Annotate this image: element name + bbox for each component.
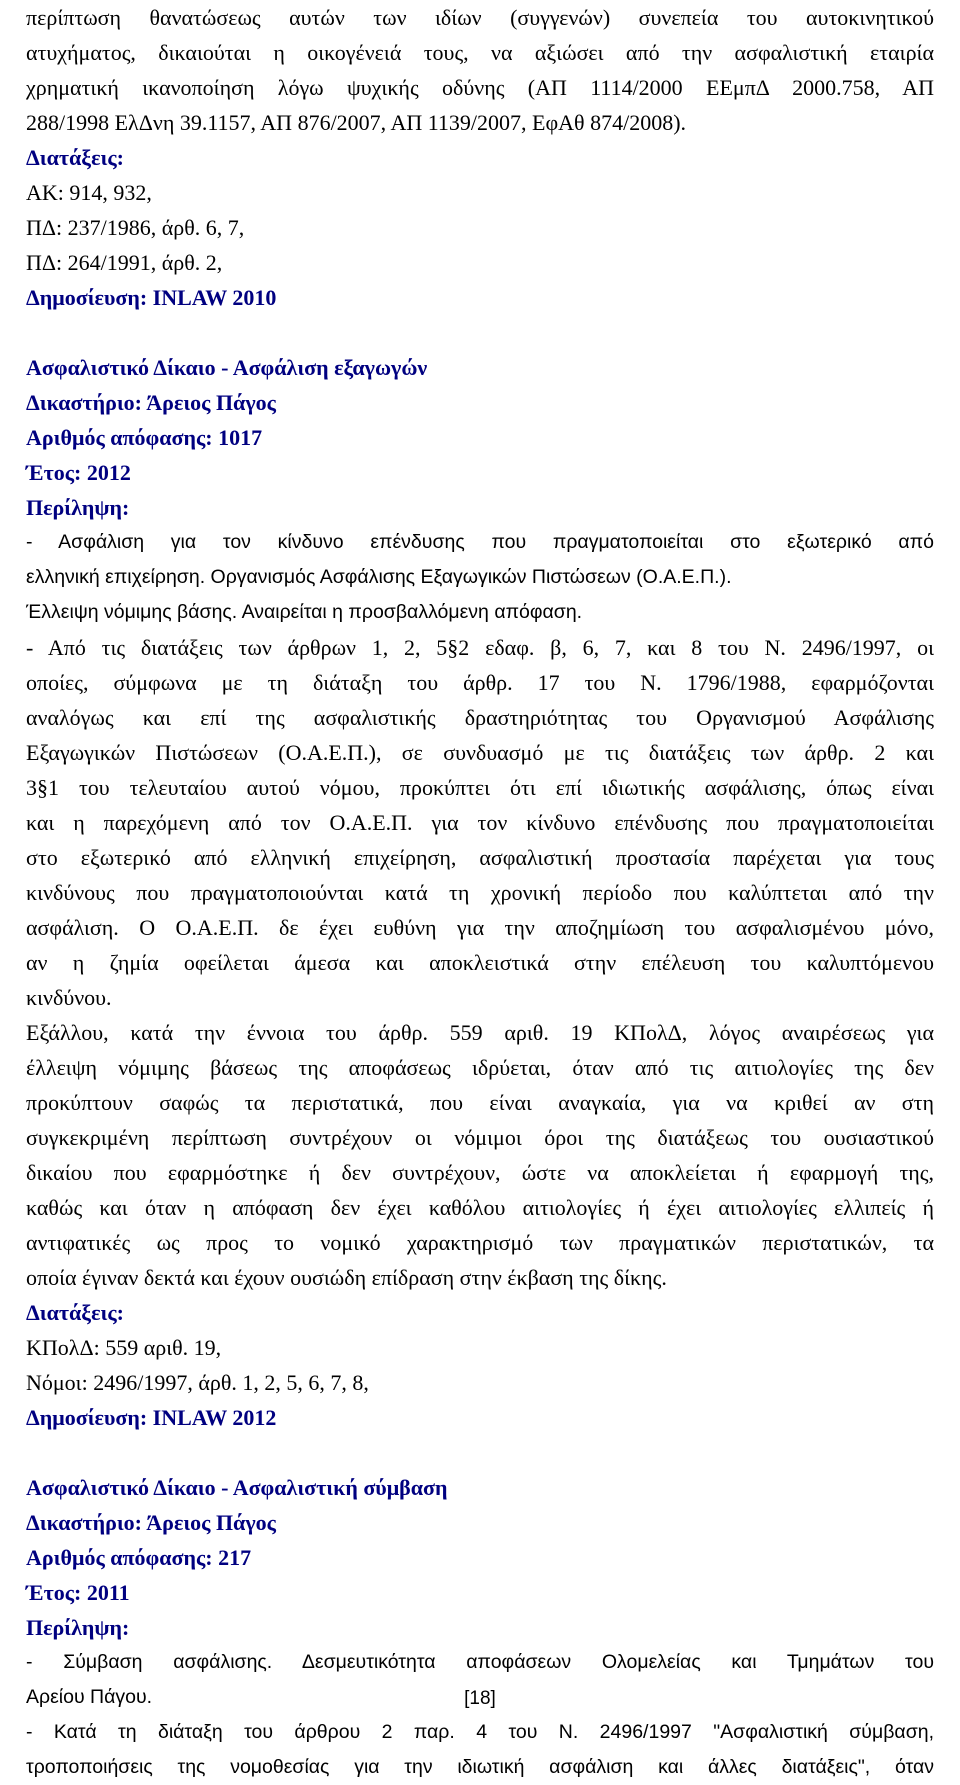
summary-line: οποία έγιναν δεκτά και έχουν ουσιώδη επίδραση στην έκβαση της δίκης. (26, 1265, 667, 1290)
summary-line: στο εξωτερικό από ελληνική επιχείρηση, ασφαλιστική προστασία παρέχεται για τους (26, 845, 934, 870)
summary-line: Αρείου Πάγου. (26, 1686, 153, 1708)
summary-line: Έλλειψη νόμιμης βάσης. Αναιρείται η προσβαλλόμενη απόφαση. (26, 601, 583, 623)
summary-line: Εξαγωγικών Πιστώσεων (Ο.Α.Ε.Π.), σε συνδυασμό με τις διατάξεις των άρθρ. 2 και (26, 740, 934, 765)
provision-item: ΠΔ: 264/1991, άρθ. 2, (26, 250, 223, 275)
summary-line: συγκεκριμένη περίπτωση συντρέχουν οι νόμιμοι όροι της διατάξεως του ουσιαστικού (26, 1125, 934, 1150)
summary-line: ελληνική επιχείρηση. Οργανισμός Ασφάλισης Εξαγωγικών Πιστώσεων (Ο.Α.Ε.Π.). (26, 566, 732, 588)
spacer (26, 1435, 934, 1470)
summary-line: Εξάλλου, κατά την έννοια του άρθρ. 559 αριθ. 19 ΚΠολΔ, λόγος αναιρέσεως για (26, 1020, 934, 1045)
case-entry (26, 1470, 934, 1785)
case-title: Ασφαλιστικό Δίκαιο - Ασφαλιστική σύμβαση (26, 1475, 448, 1500)
case-court: Δικαστήριο: Άρειος Πάγος (26, 1510, 276, 1535)
summary-line: κινδύνους που πραγματοποιούνται κατά τη χρονική περίοδο που καλύπτεται από την (26, 880, 934, 905)
summary-line: αντιφατικές ως προς το νομικό χαρακτηρισμό των πραγματικών περιστατικών, τα (26, 1230, 934, 1255)
provision-item: ΠΔ: 237/1986, άρθ. 6, 7, (26, 215, 245, 240)
text-line: 288/1998 ΕλΔνη 39.1157, ΑΠ 876/2007, ΑΠ 1139/2007, ΕφΑθ 874/2008). (26, 110, 687, 135)
case-entry (26, 350, 934, 1435)
summary-line: - Κατά τη διάταξη του άρθρου 2 παρ. 4 του Ν. 2496/1997 "Ασφαλιστική σύμβαση, (26, 1721, 934, 1743)
provision-item: ΑΚ: 914, 932, (26, 180, 152, 205)
case-decision-number: Αριθμός απόφασης: 217 (26, 1545, 252, 1570)
summary-line: - Ασφάλιση για τον κίνδυνο επένδυσης που πραγματοποιείται στο εξωτερικό από (26, 531, 934, 553)
summary-line: οποίες, σύμφωνα με τη διάταξη του άρθρ. 17 του Ν. 1796/1988, εφαρμόζονται (26, 670, 934, 695)
summary-line: - Σύμβαση ασφάλισης. Δεσμευτικότητα αποφάσεων Ολομελείας και Τμημάτων του (26, 1651, 934, 1673)
case-decision-number: Αριθμός απόφασης: 1017 (26, 425, 263, 450)
summary-line: τροποποιήσεις της νομοθεσίας για την ιδιωτική ασφάλιση και άλλες διατάξεις", όταν (26, 1756, 934, 1778)
spacer (26, 315, 934, 350)
summary-label: Περίληψη: (26, 495, 130, 520)
document-page (26, 0, 934, 1785)
summary-line: αν η ζημία οφείλεται άμεσα και αποκλειστικά στην επέλευση του καλυπτόμενου (26, 950, 934, 975)
summary-line: και η παρεχόμενη από τον Ο.Α.Ε.Π. για τον κίνδυνο επένδυσης που πραγματοποιείται (26, 810, 934, 835)
summary-line: δικαίου που εφαρμόστηκε ή δεν συντρέχουν, ώστε να αποκλείεται ή εφαρμογή της, (26, 1160, 934, 1185)
provisions-label: Διατάξεις: (26, 145, 124, 170)
page-number: [18] (464, 1688, 496, 1709)
case-title: Ασφαλιστικό Δίκαιο - Ασφάλιση εξαγωγών (26, 355, 428, 380)
case-year: Έτος: 2011 (26, 1580, 130, 1605)
summary-label: Περίληψη: (26, 1615, 130, 1640)
provisions-label: Διατάξεις: (26, 1300, 124, 1325)
summary-line: καθώς και όταν η απόφαση δεν έχει καθόλου αιτιολογίες ή έχει αιτιολογίες ελλιπείς ή (26, 1195, 934, 1220)
summary-line: 3§1 του τελευταίου αυτού νόμου, προκύπτει ότι επί ιδιωτικής ασφάλισης, όπως είναι (26, 775, 934, 800)
text-line: περίπτωση θανατώσεως αυτών των ιδίων (συγγενών) συνεπεία του αυτοκινητικού (26, 5, 934, 30)
case-court: Δικαστήριο: Άρειος Πάγος (26, 390, 276, 415)
publication-line: Δημοσίευση: INLAW 2012 (26, 1405, 277, 1430)
summary-line: αναλόγως και επί της ασφαλιστικής δραστηριότητας του Οργανισμού Ασφάλισης (26, 705, 934, 730)
summary-line: έλλειψη νόμιμης βάσεως της αποφάσεως ιδρύεται, όταν από τις αιτιολογίες της δεν (26, 1055, 934, 1080)
summary-line: προκύπτουν σαφώς τα περιστατικά, που είναι αναγκαία, για να κριθεί αν στη (26, 1090, 934, 1115)
continuation-block (26, 0, 934, 315)
case-year: Έτος: 2012 (26, 460, 131, 485)
provision-item: Νόμοι: 2496/1997, άρθ. 1, 2, 5, 6, 7, 8, (26, 1370, 369, 1395)
summary-line: ασφάλιση. Ο Ο.Α.Ε.Π. δε έχει ευθύνη για την αποζημίωση του ασφαλισμένου μόνο, (26, 915, 934, 940)
publication-line: Δημοσίευση: INLAW 2010 (26, 285, 277, 310)
provision-item: ΚΠολΔ: 559 αριθ. 19, (26, 1335, 222, 1360)
summary-line: κινδύνου. (26, 985, 112, 1010)
summary-line: - Από τις διατάξεις των άρθρων 1, 2, 5§2 εδαφ. β, 6, 7, και 8 του Ν. 2496/1997, οι (26, 635, 934, 660)
text-line: ατυχήματος, δικαιούται η οικογένειά τους, να αξιώσει από την ασφαλιστική εταιρία (26, 40, 934, 65)
text-line: χρηματική ικανοποίηση λόγω ψυχικής οδύνης (ΑΠ 1114/2000 ΕΕμπΔ 2000.758, ΑΠ (26, 75, 934, 100)
